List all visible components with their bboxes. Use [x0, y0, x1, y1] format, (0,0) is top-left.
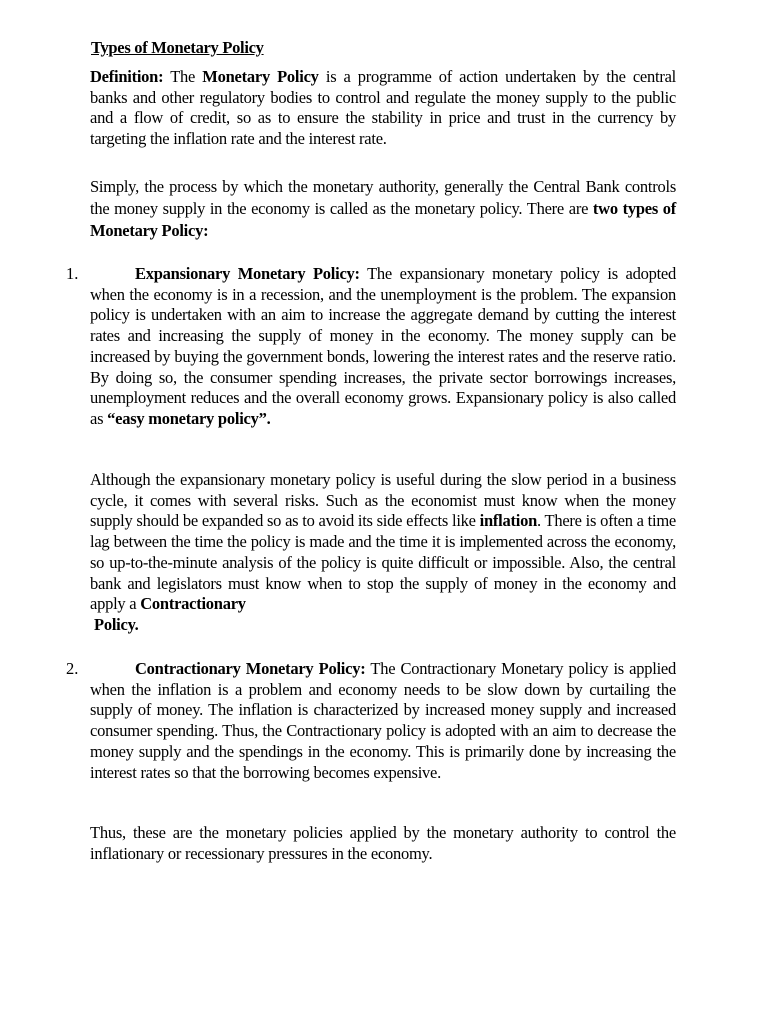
- risks-policy: Policy.: [94, 614, 139, 634]
- contractionary-heading: Contractionary Monetary Policy:: [135, 659, 366, 678]
- risks-text-a: Although the expansionary monetary policy is useful during the slow period in a business cycle, it comes with several risks. Such as the economist must know when the money supply should be expanded so as to avoid its side effects like: [90, 470, 676, 531]
- expansionary-quote: “easy monetary policy”.: [107, 408, 271, 428]
- contractionary-text: The Contractionary Monetary policy is applied when the inflation is a problem and economy needs to be slow down by curtailing the supply of money. The inflation is characterized by increased money supply and increased consumer spending. Thus, the Contractionary policy is adopted with an aim to decrease the money supply and the spendings in the economy. This is primarily done by increasing the interest rates so that the borrowing becomes expensive.: [90, 659, 676, 782]
- definition-term: Monetary Policy: [202, 67, 319, 86]
- risks-contractionary: Contractionary: [140, 594, 246, 614]
- expansionary-heading: Expansionary Monetary Policy:: [135, 264, 360, 283]
- contractionary-paragraph: [90, 659, 676, 783]
- definition-paragraph: [90, 67, 676, 150]
- intro-text: Simply, the process by which the monetary authority, generally the Central Bank controls the money supply in the economy is called as the monetary policy. There are: [90, 177, 676, 218]
- definition-label: Definition:: [90, 67, 164, 86]
- intro-paragraph: [90, 176, 676, 242]
- expansionary-paragraph: [90, 264, 676, 430]
- page-title: Types of Monetary Policy: [91, 38, 264, 57]
- risks-text-b: . There is often a time lag between the time the policy is made and the time it is implemented across the economy, so up-to-the-minute analysis of the policy is quite difficult or impossible. Also, the central bank and legislators must know when to stop the supply of money in the economy and apply a: [90, 511, 676, 614]
- list-number-1: 1.: [66, 264, 79, 283]
- expansionary-text: The expansionary monetary policy is adopted when the economy is in a recession, and the unemployment is the problem. The expansion policy is undertaken with an aim to increase the aggregate demand by cutting the interest rates and increasing the supply of money in the economy. The money supply can be increased by buying the government bonds, lowering the interest rates and the reserve ratio. By doing so, the consumer spending increases, the private sector borrowings increases, unemployment reduces and the overall economy grows. Expansionary policy is also called as: [90, 264, 676, 428]
- risks-paragraph: [90, 470, 676, 636]
- conclusion-paragraph: Thus, these are the monetary policies applied by the monetary authority to control the inflationary or recessionary pressures in the economy.: [90, 823, 676, 863]
- risks-inflation: inflation: [479, 511, 538, 531]
- definition-lead: The: [163, 67, 203, 86]
- definition-text: is a programme of action undertaken by the central banks and other regulatory bodies to control and regulate the money supply to the public and a flow of credit, so as to ensure the stability in price and trust in the currency by targeting the inflation rate and the interest rate.: [90, 67, 676, 149]
- intro-bold: two types of Monetary Policy:: [90, 199, 676, 240]
- list-number-2: 2.: [66, 659, 79, 678]
